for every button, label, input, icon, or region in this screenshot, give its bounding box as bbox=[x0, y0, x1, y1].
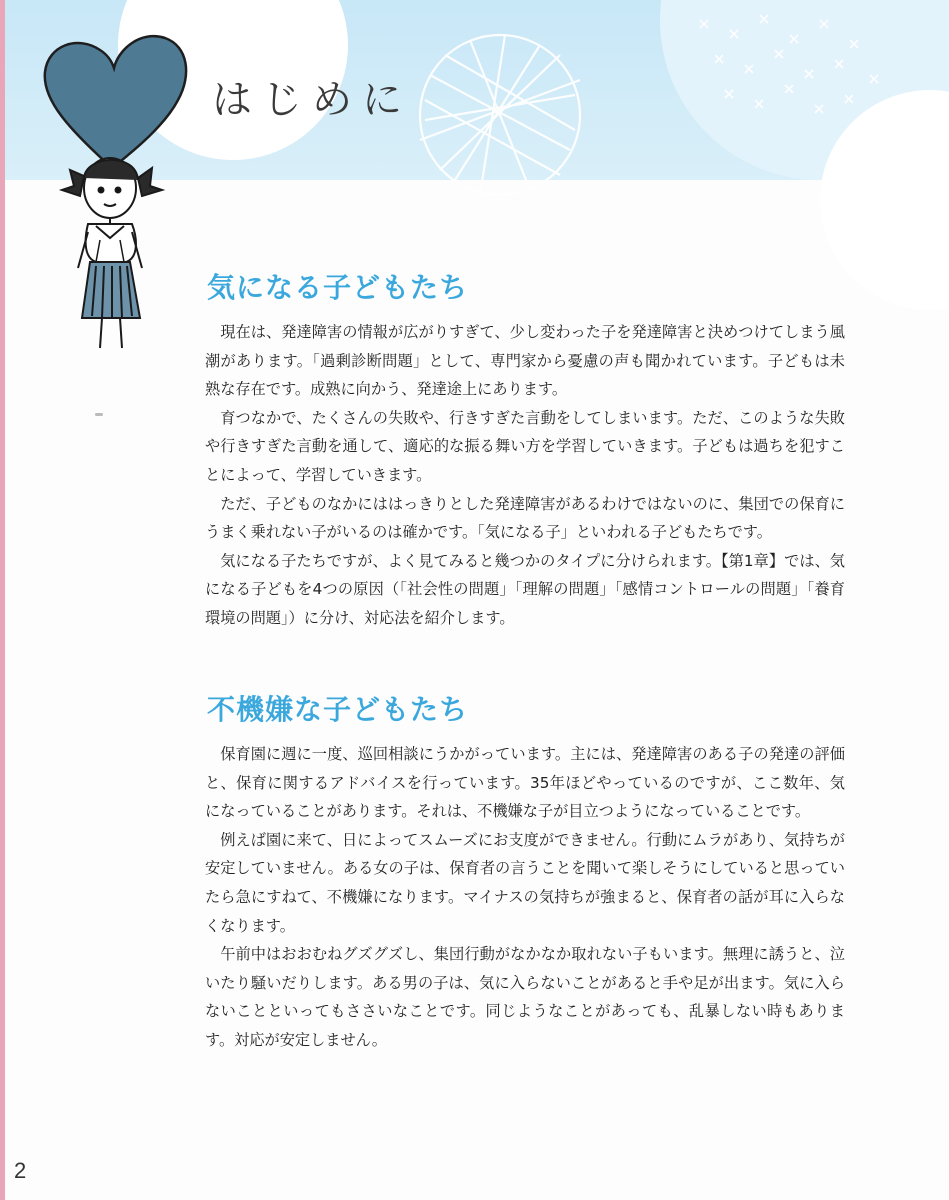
page-number: 2 bbox=[14, 1158, 27, 1183]
paragraph: 保育園に週に一度、巡回相談にうかがっています。主には、発達障害のある子の発達の評価と、保育に関するアドバイスを行っています。35年ほどやっているのですが、ここ数年、気になっていることがあります。それは、不機嫌な子が目立つようになっていることです。 bbox=[205, 745, 845, 821]
page-title: はじめに bbox=[212, 77, 412, 123]
section-kininaru bbox=[205, 268, 845, 633]
paragraph: 現在は、発達障害の情報が広がりすぎて、少し変わった子を発達障害と決めつけてしまう風潮があります。「過剰診断問題」として、専門家から憂慮の声も聞かれています。子どもは未熟な存在です。成熟に向かう、発達途上にあります。 bbox=[205, 323, 845, 399]
girl-illustration bbox=[62, 158, 162, 348]
section-fukigen bbox=[205, 690, 845, 1055]
paragraph: 育つなかで、たくさんの失敗や、行きすぎた言動をしてしまいます。ただ、このような失敗や行きすぎた言動を通して、適応的な振る舞い方を学習していきます。子どもは過ちを犯すことによって、学習していきます。 bbox=[205, 408, 845, 484]
cross-pattern-decoration bbox=[700, 15, 878, 113]
heart-balloon-icon bbox=[45, 36, 186, 176]
dotted-sphere-decoration bbox=[420, 35, 580, 195]
section-heading: 気になる子どもたち bbox=[207, 271, 469, 304]
scan-speck bbox=[95, 413, 103, 416]
paragraph: 気になる子たちですが、よく見てみると幾つかのタイプに分けられます。【第1章】では、気になる子どもを4つの原因（「社会性の問題」「理解の問題」「感情コントロールの問題」「養育環境の問題」）に分け、対応法を紹介します。 bbox=[205, 551, 845, 627]
paragraph: 例えば園に来て、日によってスムーズにお支度ができません。行動にムラがあり、気持ちが安定していません。ある女の子は、保育者の言うことを聞いて楽しそうにしていると思っていたら急にすねて、不機嫌になります。マイナスの気持ちが強まると、保育者の話が耳に入らなくなります。 bbox=[205, 830, 845, 935]
section-heading: 不機嫌な子どもたち bbox=[207, 693, 469, 726]
paragraph: ただ、子どものなかにははっきりとした発達障害があるわけではないのに、集団での保育にうまく乗れない子がいるのは確かです。「気になる子」といわれる子どもたちです。 bbox=[205, 494, 845, 542]
paragraph: 午前中はおおむねグズグズし、集団行動がなかなか取れない子もいます。無理に誘うと、泣いたり騒いだりします。ある男の子は、気に入らないことがあると手や足が出ます。気に入らないことといってもささいなことです。同じようなことがあっても、乱暴しない時もあります。対応が安定しません。 bbox=[205, 945, 845, 1049]
